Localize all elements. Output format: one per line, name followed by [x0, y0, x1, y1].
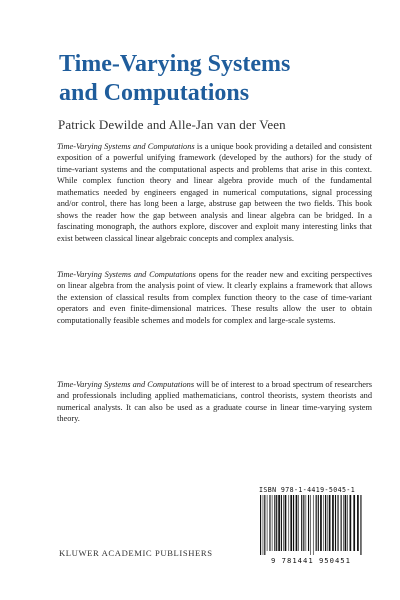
- publisher-name: KLUWER ACADEMIC PUBLISHERS: [59, 548, 213, 558]
- description-paragraph-2: [57, 269, 372, 326]
- title-italic-3: Time-Varying Systems and Computations: [57, 380, 195, 389]
- description-paragraph-3: [57, 379, 372, 425]
- isbn-label: ISBN 978-1-4419-5045-1: [259, 486, 356, 494]
- title-italic-2: Time-Varying Systems and Computations: [57, 270, 196, 279]
- barcode-digits: 9 781441 950451: [271, 556, 351, 565]
- barcode-image: [258, 495, 364, 555]
- description-paragraph-1: [57, 141, 372, 244]
- paragraph-3-text: will be of interest to a broad spectrum of researchers and professionals including applied mathematicians, control theorists, system theorists and numerical analysts. It can also be used as a graduate course in linear time-varying system theory.: [57, 380, 372, 424]
- title-italic-1: Time-Varying Systems and Computations: [57, 142, 195, 151]
- paragraph-2-text: opens for the reader new and exciting perspectives on linear algebra from the analysis point of view. It clearly explains a framework that allows the extension of classical results from complex function theory to the case of time-variant operators and even finite-dimensional matrices. These results allow the user to obtain computationally feasible schemes and models for complex and large-scale systems.: [57, 270, 372, 325]
- book-title: [59, 50, 379, 108]
- paragraph-1-text: is a unique book providing a detailed and consistent exposition of a powerful unifying framework (developed by the authors) for the study of time-variant systems and the computational aspects and problems that arise in this context. While complex function theory and linear algebra provide much of the fundamental mathematics needed by engineers engaged in numerical computations, signal processing and/or control, there has long been a large, abstruse gap between the two fields. This book shows the reader how the gap between analysis and linear algebra can be bridged. In a fascinating monograph, the authors explore, discover and exploit many interesting links that exist between classical linear algebraic concepts and complex analysis.: [57, 142, 372, 243]
- book-authors: Patrick Dewilde and Alle-Jan van der Veen: [58, 117, 286, 132]
- book-title-line-1: Time-Varying Systems: [59, 51, 291, 77]
- book-title-line-2: and Computations: [59, 80, 250, 106]
